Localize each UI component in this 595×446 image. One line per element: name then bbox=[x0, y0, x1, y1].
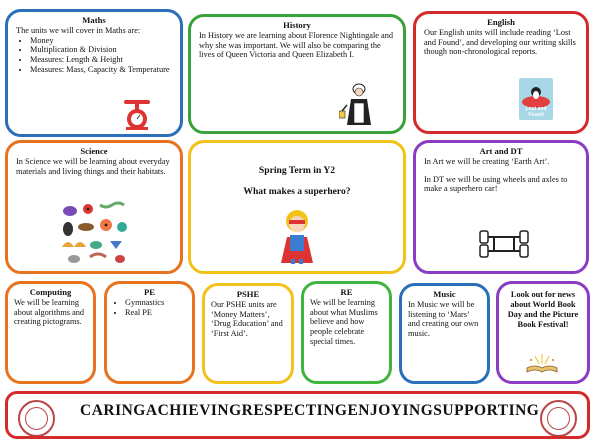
list-item: • Measures: Mass, Capacity & Temperature bbox=[30, 65, 172, 75]
news-text: Look out for news about World Book Day and the Picture Book Festival! bbox=[507, 290, 579, 329]
art-text: In Art we will be creating ‘Earth Art’. bbox=[424, 156, 550, 166]
pshe-text: Our PSHE units are ‘Money Matters’, ‘Drug Education’ and ‘First Aid’. bbox=[211, 299, 283, 338]
pe-title: PE bbox=[144, 287, 155, 297]
english-text: Our English units will include reading ‘Lost and Found’, and developing our writing skills though non-chronological reports. bbox=[424, 27, 576, 57]
computing-panel bbox=[5, 281, 96, 384]
art-dt-title: Art and DT bbox=[479, 146, 523, 156]
value-respecting: RESPECTING bbox=[241, 402, 348, 419]
maths-panel bbox=[5, 9, 183, 137]
dt-text: In DT we will be using wheels and axles to make a superhero car! bbox=[424, 174, 568, 194]
list-item: • Multiplication & Division bbox=[30, 45, 172, 55]
english-panel bbox=[413, 11, 589, 134]
wheels-axle-icon bbox=[476, 229, 532, 259]
open-book-icon bbox=[525, 352, 559, 374]
term-topic-panel bbox=[188, 140, 406, 274]
pshe-title: PSHE bbox=[236, 289, 260, 299]
news-panel bbox=[496, 281, 590, 384]
school-badge-right bbox=[540, 400, 577, 437]
value-achieving: ACHIEVING bbox=[145, 402, 242, 419]
computing-text: We will be learning about algorithms and creating pictograms. bbox=[14, 297, 85, 327]
topic-question: What makes a superhero? bbox=[243, 186, 351, 197]
science-panel bbox=[5, 140, 183, 274]
history-panel bbox=[188, 14, 406, 134]
values-list bbox=[80, 402, 540, 420]
pe-panel bbox=[104, 281, 195, 384]
maths-intro: The units we will cover in Maths are: bbox=[16, 25, 141, 35]
book-cover-text: Lost and Found bbox=[525, 106, 547, 118]
history-title: History bbox=[283, 20, 311, 30]
list-item: • Gymnastics bbox=[125, 298, 186, 308]
value-supporting: SUPPORTING bbox=[433, 402, 540, 419]
weighing-scale-icon bbox=[120, 98, 154, 130]
art-dt-panel bbox=[413, 140, 589, 274]
maths-title: Maths bbox=[82, 15, 106, 25]
music-title: Music bbox=[433, 289, 456, 299]
re-panel bbox=[301, 281, 392, 384]
music-panel bbox=[399, 283, 490, 384]
school-badge-left bbox=[18, 400, 55, 437]
school-values-banner bbox=[5, 391, 590, 439]
value-enjoying: ENJOYING bbox=[347, 402, 434, 419]
re-title: RE bbox=[340, 287, 353, 297]
science-title: Science bbox=[80, 146, 108, 156]
list-item: • Real PE bbox=[125, 308, 186, 318]
minibeasts-icon bbox=[60, 201, 130, 265]
term-heading: Spring Term in Y2 bbox=[258, 165, 336, 176]
pshe-panel bbox=[202, 283, 294, 384]
list-item: • Measures: Length & Height bbox=[30, 55, 172, 65]
re-text: We will be learning about what Muslims believe and how people celebrate special times. bbox=[310, 297, 378, 346]
florence-nightingale-icon bbox=[339, 81, 375, 127]
superhero-girl-icon bbox=[279, 207, 315, 265]
value-caring: CARING bbox=[80, 402, 146, 419]
history-text: In History we are learning about Florence Nightingale and why she was important. We will also be comparing the lives of Queen Victoria and Queen Elizabeth I. bbox=[199, 30, 393, 60]
list-item: • Money bbox=[30, 36, 172, 46]
science-text: In Science we will be learning about everyday materials and living things and their habitats. bbox=[16, 156, 170, 176]
music-text: In Music we will be listening to ‘Mars’ and creating our own music. bbox=[408, 299, 479, 338]
english-title: English bbox=[487, 17, 515, 27]
book-cover-image bbox=[519, 78, 553, 120]
computing-title: Computing bbox=[29, 287, 72, 297]
pe-list bbox=[113, 298, 186, 317]
maths-list bbox=[16, 36, 172, 75]
